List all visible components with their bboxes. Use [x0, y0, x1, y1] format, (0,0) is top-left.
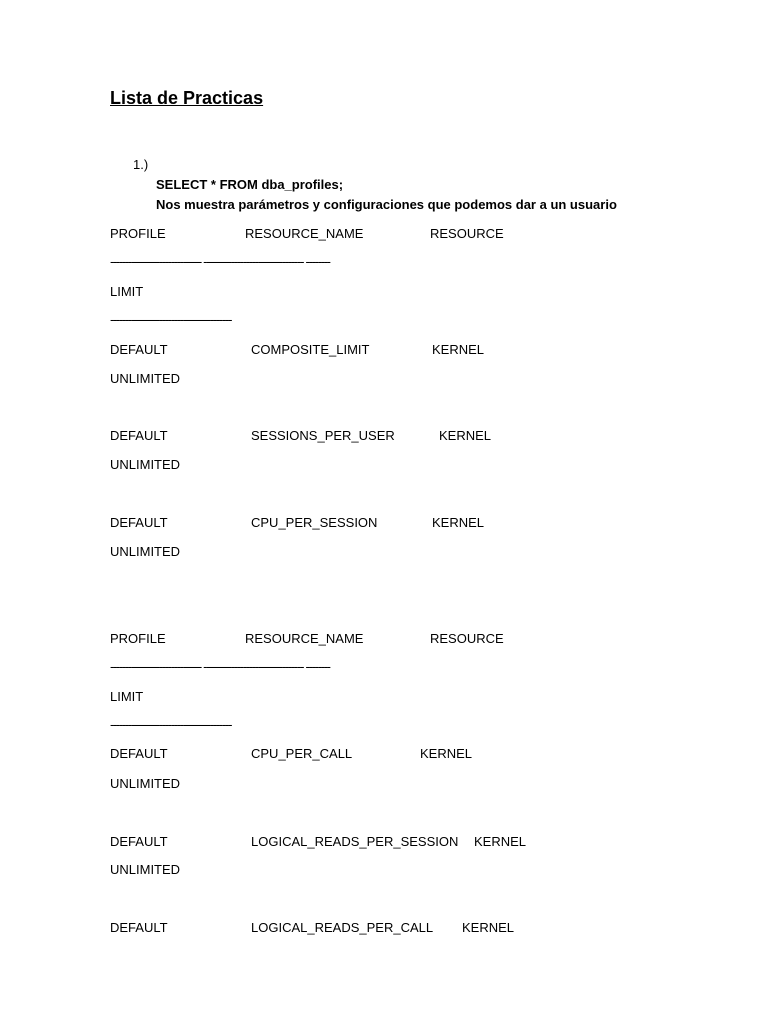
sql-query: SELECT * FROM dba_profiles; — [156, 177, 344, 192]
query-description: Nos muestra parámetros y configuraciones que podemos dar a un usuario — [156, 197, 617, 212]
header-separator: ------------------------------ --------------------------------- -------- — [110, 659, 330, 674]
row-profile: DEFAULT — [110, 428, 168, 443]
row-resource: KERNEL — [439, 428, 492, 443]
header-separator: ------------------------------ --------------------------------- -------- — [110, 254, 330, 269]
row-resource: KERNEL — [420, 746, 473, 761]
row-limit: UNLIMITED — [110, 862, 181, 877]
row-resource-name: LOGICAL_READS_PER_CALL — [251, 920, 434, 935]
limit-separator: ---------------------------------------- — [110, 717, 232, 732]
row-limit: UNLIMITED — [110, 776, 181, 791]
header-resource-name: RESOURCE_NAME — [245, 226, 364, 241]
page-title: Lista de Practicas — [110, 88, 264, 108]
row-resource-name: LOGICAL_READS_PER_SESSION — [251, 834, 459, 849]
row-profile: DEFAULT — [110, 920, 168, 935]
row-resource: KERNEL — [432, 515, 485, 530]
row-resource: KERNEL — [462, 920, 515, 935]
header-resource-name: RESOURCE_NAME — [245, 631, 364, 646]
row-resource: KERNEL — [474, 834, 527, 849]
limit-separator: ---------------------------------------- — [110, 312, 232, 327]
row-resource-name: COMPOSITE_LIMIT — [251, 342, 370, 357]
row-profile: DEFAULT — [110, 515, 168, 530]
header-resource: RESOURCE — [430, 226, 504, 241]
row-limit: UNLIMITED — [110, 544, 181, 559]
row-resource-name: CPU_PER_SESSION — [251, 515, 378, 530]
header-profile: PROFILE — [110, 631, 166, 646]
row-profile: DEFAULT — [110, 342, 168, 357]
header-limit: LIMIT — [110, 689, 144, 704]
row-resource-name: CPU_PER_CALL — [251, 746, 353, 761]
row-limit: UNLIMITED — [110, 371, 181, 386]
row-profile: DEFAULT — [110, 746, 168, 761]
row-resource-name: SESSIONS_PER_USER — [251, 428, 395, 443]
item-number: 1.) — [133, 157, 149, 172]
header-profile: PROFILE — [110, 226, 166, 241]
row-resource: KERNEL — [432, 342, 485, 357]
header-limit: LIMIT — [110, 284, 144, 299]
header-resource: RESOURCE — [430, 631, 504, 646]
row-limit: UNLIMITED — [110, 457, 181, 472]
row-profile: DEFAULT — [110, 834, 168, 849]
